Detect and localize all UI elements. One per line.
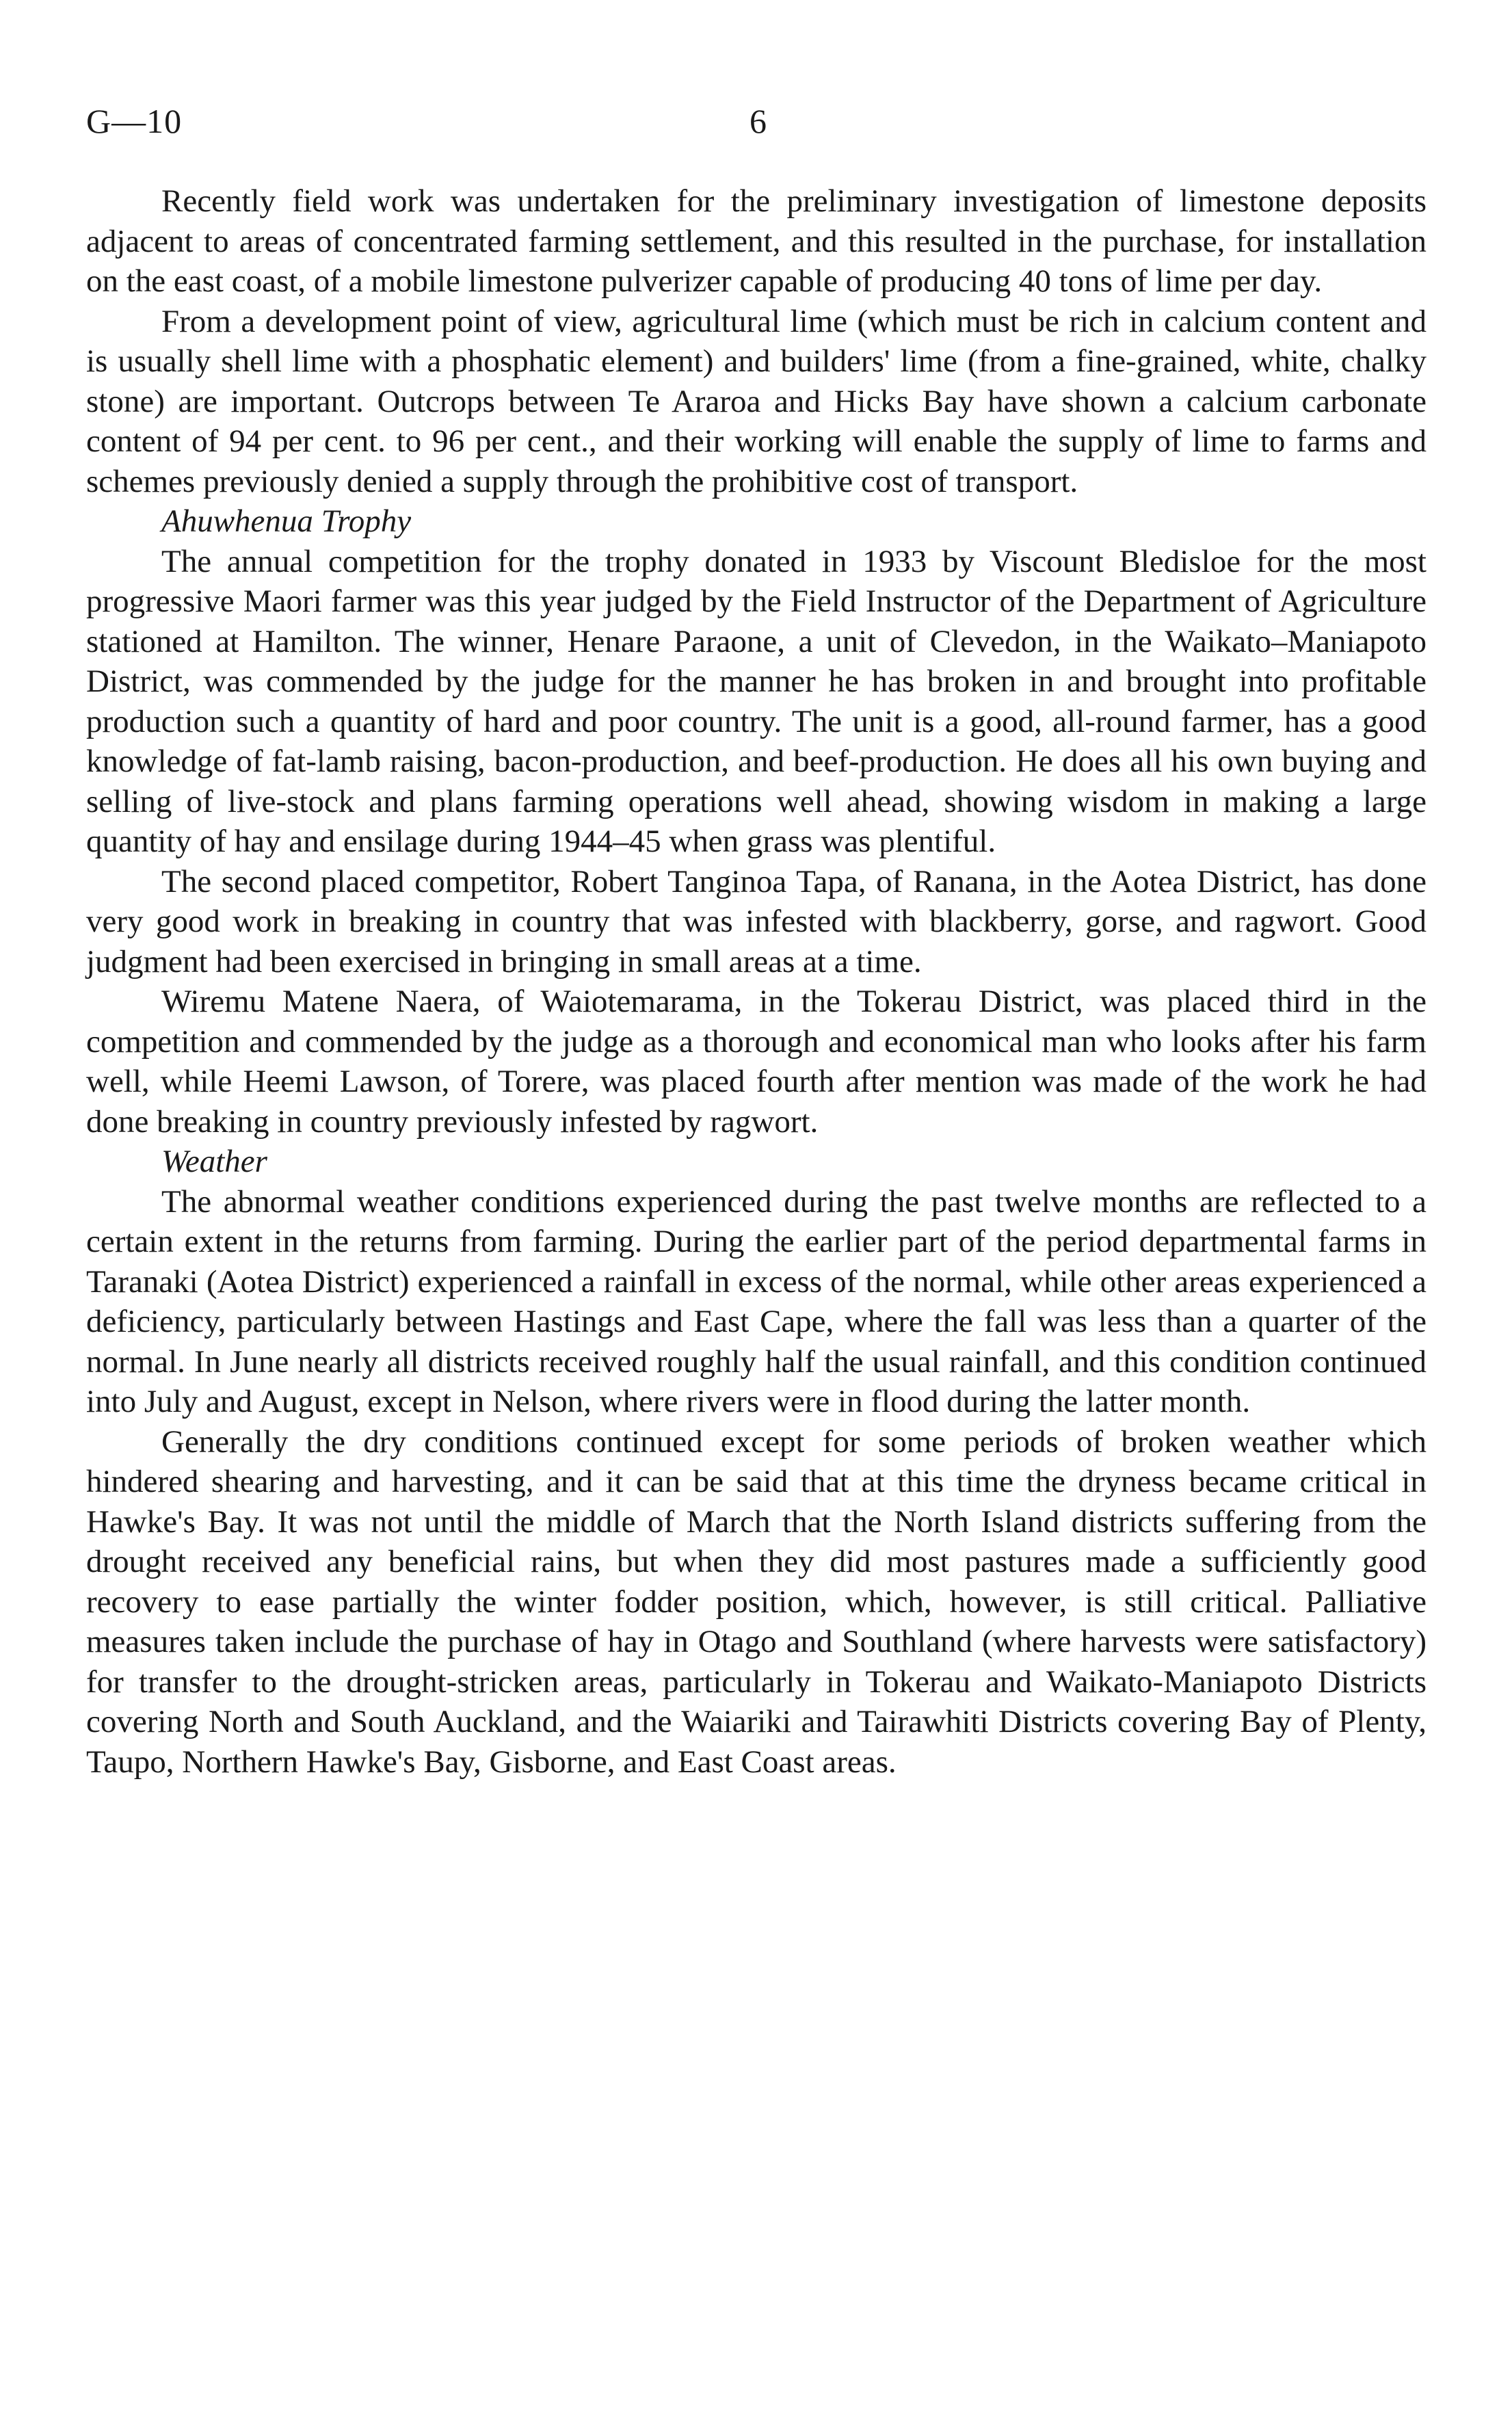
page-header xyxy=(86,101,1427,149)
paragraph-trophy-second: The second placed competitor, Robert Tanginoa Tapa, of Ranana, in the Aotea District, has done very good work in breaking in country that was infested with blackberry, gorse, and ragwort. Good judgment had been exercised in bringing in small areas at a time. xyxy=(86,863,1427,980)
paragraph-lime-development: From a development point of view, agricultural lime (which must be rich in calcium content and is usually shell lime with a phosphatic element) and builders' lime (from a fine-grained, white, chalky stone) are important. Outcrops between Te Araroa and Hicks Bay have shown a calcium carbonate content of 94 per cent. to 96 per cent., and their working will enable the supply of lime to farms and schemes previously denied a supply through the prohibitive cost of transport. xyxy=(86,303,1427,499)
series-label: G—10 xyxy=(86,102,183,140)
heading-weather: Weather xyxy=(161,1144,267,1179)
page-body xyxy=(86,181,1427,1782)
paragraph-weather-abnormal: The abnormal weather conditions experienced during the past twelve months are reflected to a certain extent in the returns from farming. During the earlier part of the period departmental farms in Taranaki (Aotea District) experienced a rainfall in excess of the normal, while other areas experienced a deficiency, particularly between Hastings and East Cape, where the fall was less than a quarter of the normal. In June nearly all districts received roughly half the usual rainfall, and this condition continued into July and August, except in Nelson, where rivers were in flood during the latter month. xyxy=(86,1183,1427,1419)
heading-ahuwhenua-trophy: Ahuwhenua Trophy xyxy=(161,503,412,539)
paragraph-trophy-winner: The annual competition for the trophy donated in 1933 by Viscount Bledisloe for the most progressive Maori farmer was this year judged by the Field Instructor of the Department of Agriculture stationed at Hamilton. The winner, Henare Paraone, a unit of Clevedon, in the Waikato–Maniapoto District, was commended by the judge for the manner he has broken in and brought into profitable production such a quantity of hard and poor country. The unit is a good, all-round farmer, has a good knowledge of fat-lamb raising, bacon-production, and beef-production. He does all his own buying and selling of live-stock and plans farming operations well ahead, showing wisdom in making a large quantity of hay and ensilage during 1944–45 when grass was plentiful. xyxy=(86,543,1427,859)
paragraph-trophy-third-fourth: Wiremu Matene Naera, of Waiotemarama, in the Tokerau District, was placed third in the competition and commended by the judge as a thorough and economical man who looks after his farm well, while Heemi Lawson, of Torere, was placed fourth after mention was made of the work he had done breaking in country previously infested by ragwort. xyxy=(86,984,1427,1140)
paragraph-limestone-investigation: Recently field work was undertaken for the preliminary investigation of limestone deposits adjacent to areas of concentrated farming settlement, and this resulted in the purchase, for installation on the east coast, of a mobile limestone pulverizer capable of producing 40 tons of lime per day. xyxy=(86,183,1427,299)
page-number: 6 xyxy=(750,102,767,140)
paragraph-weather-drought: Generally the dry conditions continued except for some periods of broken weather which hindered shearing and harvesting, and it can be said that at this time the dryness became critical in Hawke's Bay. It was not until the middle of March that the North Island districts suffering from the drought received any beneficial rains, but when they did most pastures made a sufficiently good recovery to ease partially the winter fodder position, which, however, is still critical. Palliative measures taken include the purchase of hay in Otago and Southland (where harvests were satisfactory) for transfer to the drought-stricken areas, particularly in Tokerau and Waikato-Maniapoto Districts covering North and South Auckland, and the Waiariki and Tairawhiti Districts covering Bay of Plenty, Taupo, Northern Hawke's Bay, Gisborne, and East Coast areas. xyxy=(86,1423,1427,1780)
